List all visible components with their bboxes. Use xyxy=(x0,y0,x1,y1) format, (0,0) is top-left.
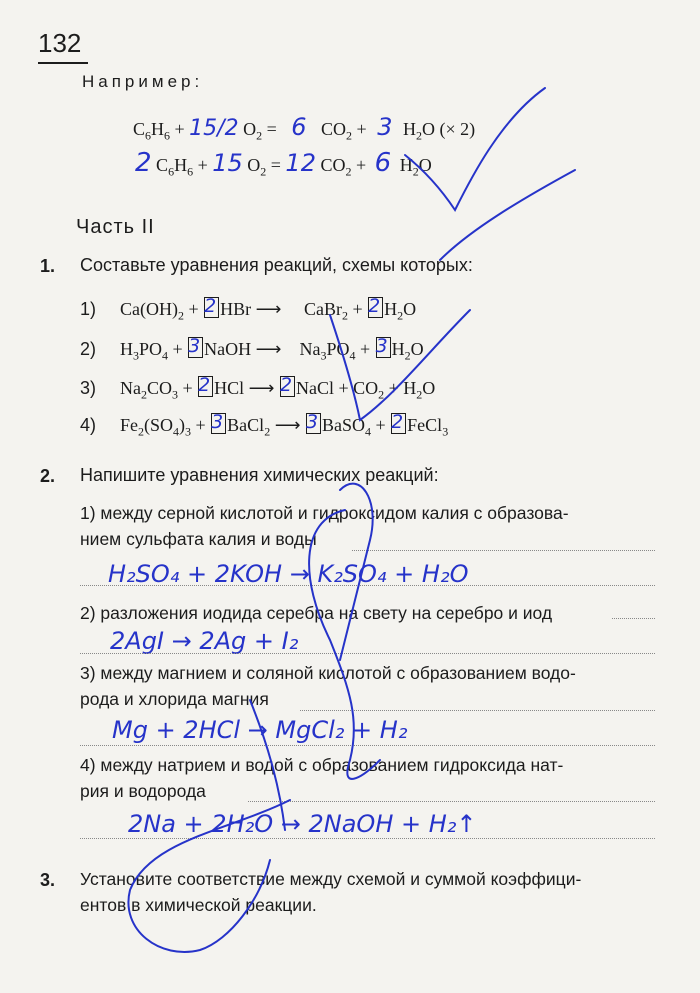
reaction-1: 1) $Ca(OH)_2$ + 2 HBr ⟶ CaBr$_2$ + 2 $H_2O$ xyxy=(80,295,417,323)
example-equation-2: 2 $C_6H_6 + 15$ $O_2 = 12$ $CO_2 + 6$ $H_2O$ xyxy=(135,148,432,179)
answer-line xyxy=(612,618,655,619)
question-number: 2. xyxy=(40,466,56,486)
section-title: Часть II xyxy=(76,216,155,238)
coefficient-box[interactable]: 3 xyxy=(376,337,391,358)
example-equation-1: $C_6H_6 + 15/2$ $O_2 = 6$ $CO_2 + 3$ $H_2O$ (× 2) xyxy=(133,113,476,143)
page-number-underline xyxy=(38,62,88,64)
question-text: Напишите уравнения химических реакций: xyxy=(80,465,439,485)
answer-line xyxy=(300,710,655,711)
coefficient-box[interactable]: 2 xyxy=(391,413,406,434)
handwritten-coefficient: 6 xyxy=(291,113,307,141)
question-text: Составьте уравнения реакций, схемы которых: xyxy=(80,255,473,275)
question-number: 3. xyxy=(40,870,56,890)
question-number: 1. xyxy=(40,256,56,276)
handwritten-answer-4: 2Na + 2H₂O → 2NaOH + H₂↑ xyxy=(128,810,477,838)
task-item-1: 1) между серной кислотой и гидроксидом калия с образова- нием сульфата калия и воды xyxy=(80,503,569,549)
handwritten-coefficient: 6 xyxy=(374,148,392,178)
example-label: Например: xyxy=(82,72,204,91)
handwritten-answer-3: Mg + 2HCl → MgCl₂ + H₂ xyxy=(112,716,408,744)
answer-line xyxy=(352,550,655,551)
answer-line xyxy=(80,838,655,839)
coefficient-box[interactable]: 2 xyxy=(204,297,219,318)
question-text: Установите соответствие между схемой и суммой коэффици- ентов в химической реакции. xyxy=(80,869,582,915)
reaction-4: 4) $Fe_2(SO_4)_3$ + 3 BaCl$_2$ ⟶ 3 BaSO$_4$ + 2 FeCl$_3$ xyxy=(80,411,449,439)
reaction-3: 3) $Na_2CO_3$ + 2 HCl ⟶ 2 NaCl + $CO_2 + H_2O$ xyxy=(80,374,436,402)
answer-line xyxy=(248,801,655,802)
coefficient-box[interactable]: 3 xyxy=(188,337,203,358)
handwritten-coefficient: 15 xyxy=(212,149,243,177)
check-mark-middle xyxy=(330,310,470,420)
coefficient-box[interactable]: 2 xyxy=(280,376,295,397)
reverse-side-bleed xyxy=(250,64,670,88)
handwritten-coefficient: 3 xyxy=(377,113,393,141)
handwritten-coefficient: 12 xyxy=(285,149,316,177)
check-mark-large xyxy=(440,170,575,260)
handwritten-coefficient: 15/2 xyxy=(189,116,239,141)
coefficient-box[interactable]: 3 xyxy=(211,413,226,434)
coefficient-box[interactable]: 3 xyxy=(306,413,321,434)
task-item-2: 2) разложения иодида серебра на свету на серебро и иод xyxy=(80,603,553,623)
task-item-3: 3) между магнием и соляной кислотой с образованием водо- рода и хлорида магния xyxy=(80,663,576,709)
handwritten-answer-1: H₂SO₄ + 2KOH → K₂SO₄ + H₂O xyxy=(108,560,469,588)
answer-line xyxy=(80,745,655,746)
reaction-2: 2) $H_3PO_4$ + 3 NaOH ⟶ $Na_3PO_4$ + 3 $H_2O$ xyxy=(80,335,424,363)
coefficient-box[interactable]: 2 xyxy=(368,297,383,318)
task-item-4: 4) между натрием и водой с образованием гидроксида нат- рия и водорода xyxy=(80,755,564,801)
handwritten-answer-2: 2AgI → 2Ag + I₂ xyxy=(110,627,299,655)
page-number: 132 xyxy=(38,28,82,58)
handwritten-coefficient: 2 xyxy=(135,148,152,178)
answer-line xyxy=(80,653,655,654)
coefficient-box[interactable]: 2 xyxy=(198,376,213,397)
answer-line xyxy=(80,585,655,586)
